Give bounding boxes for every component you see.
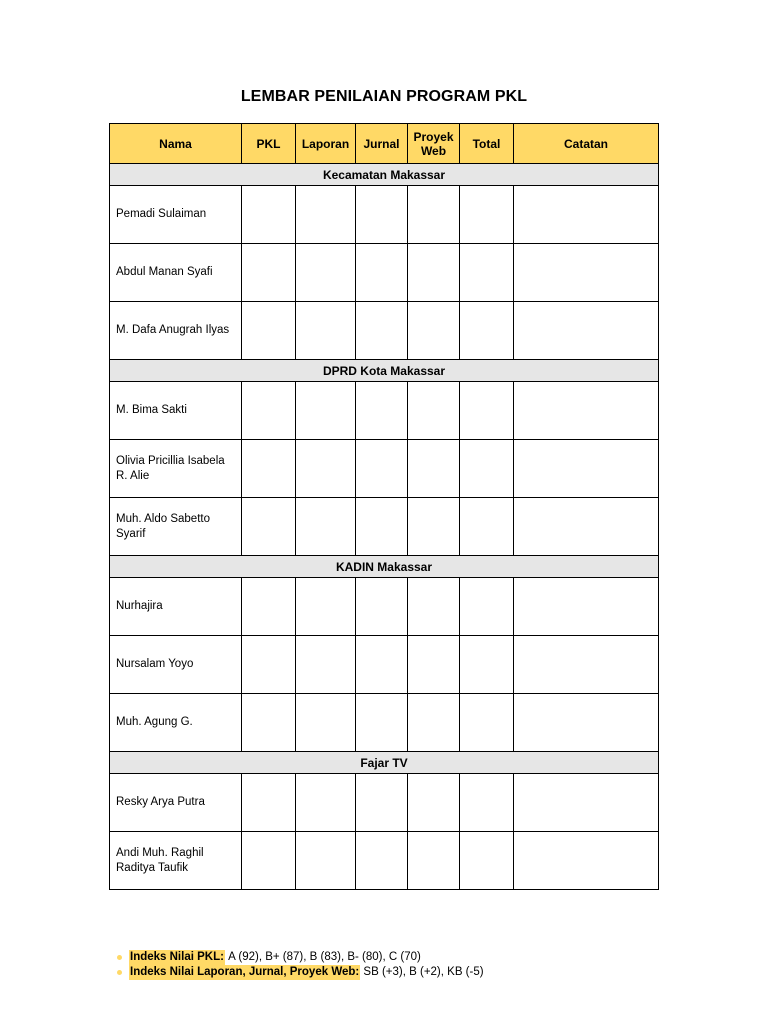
catatan-cell: [514, 244, 659, 302]
total-cell: [460, 832, 514, 890]
header-pkl: PKL: [242, 124, 296, 164]
laporan-cell: [296, 636, 356, 694]
laporan-cell: [296, 186, 356, 244]
section-title: Kecamatan Makassar: [110, 164, 659, 186]
student-name: Abdul Manan Syafi: [110, 244, 242, 302]
table-row: [110, 694, 659, 752]
header-catatan: Catatan: [514, 124, 659, 164]
catatan-cell: [514, 186, 659, 244]
jurnal-cell: [356, 832, 408, 890]
section-row: [110, 556, 659, 578]
pkl-cell: [242, 694, 296, 752]
catatan-cell: [514, 774, 659, 832]
student-name: Resky Arya Putra: [110, 774, 242, 832]
pkl-cell: [242, 186, 296, 244]
note-label: Indeks Nilai PKL:: [130, 951, 224, 963]
proyek-web-cell: [408, 498, 460, 556]
catatan-cell: [514, 832, 659, 890]
total-cell: [460, 636, 514, 694]
laporan-cell: [296, 244, 356, 302]
laporan-cell: [296, 440, 356, 498]
note-text: SB (+3), B (+2), KB (-5): [363, 966, 484, 978]
student-name: M. Bima Sakti: [110, 382, 242, 440]
bullet-icon: [117, 955, 122, 960]
total-cell: [460, 774, 514, 832]
jurnal-cell: [356, 244, 408, 302]
pkl-cell: [242, 636, 296, 694]
laporan-cell: [296, 578, 356, 636]
student-name: M. Dafa Anugrah Ilyas: [110, 302, 242, 360]
total-cell: [460, 694, 514, 752]
total-cell: [460, 498, 514, 556]
pkl-cell: [242, 440, 296, 498]
jurnal-cell: [356, 578, 408, 636]
table-row: [110, 498, 659, 556]
table-header-row: [110, 124, 659, 164]
pkl-cell: [242, 382, 296, 440]
note-item: [117, 950, 484, 965]
table-row: [110, 440, 659, 498]
jurnal-cell: [356, 694, 408, 752]
total-cell: [460, 186, 514, 244]
pkl-cell: [242, 832, 296, 890]
proyek-web-cell: [408, 244, 460, 302]
page-title: LEMBAR PENILAIAN PROGRAM PKL: [240, 88, 528, 105]
proyek-web-cell: [408, 774, 460, 832]
student-name: Nursalam Yoyo: [110, 636, 242, 694]
section-row: [110, 164, 659, 186]
catatan-cell: [514, 636, 659, 694]
total-cell: [460, 244, 514, 302]
jurnal-cell: [356, 498, 408, 556]
total-cell: [460, 578, 514, 636]
pkl-cell: [242, 578, 296, 636]
jurnal-cell: [356, 302, 408, 360]
header-total: Total: [460, 124, 514, 164]
proyek-web-cell: [408, 440, 460, 498]
student-name: Olivia Pricillia Isabela R. Alie: [110, 440, 242, 498]
pkl-cell: [242, 498, 296, 556]
catatan-cell: [514, 382, 659, 440]
student-name: Muh. Aldo Sabetto Syarif: [110, 498, 242, 556]
section-row: [110, 360, 659, 382]
pkl-cell: [242, 302, 296, 360]
proyek-web-cell: [408, 832, 460, 890]
laporan-cell: [296, 382, 356, 440]
table-row: [110, 832, 659, 890]
catatan-cell: [514, 578, 659, 636]
header-jurnal: Jurnal: [356, 124, 408, 164]
table-row: [110, 244, 659, 302]
section-title: DPRD Kota Makassar: [110, 360, 659, 382]
catatan-cell: [514, 694, 659, 752]
catatan-cell: [514, 440, 659, 498]
jurnal-cell: [356, 440, 408, 498]
pkl-cell: [242, 774, 296, 832]
header-proyek-web: Proyek Web: [408, 124, 460, 164]
jurnal-cell: [356, 382, 408, 440]
table-row: [110, 382, 659, 440]
section-title: KADIN Makassar: [110, 556, 659, 578]
pkl-cell: [242, 244, 296, 302]
note-label: Indeks Nilai Laporan, Jurnal, Proyek Web:: [130, 966, 360, 978]
assessment-table: [109, 123, 659, 890]
proyek-web-cell: [408, 578, 460, 636]
total-cell: [460, 302, 514, 360]
catatan-cell: [514, 302, 659, 360]
jurnal-cell: [356, 186, 408, 244]
bullet-icon: [117, 970, 122, 975]
section-row: [110, 752, 659, 774]
proyek-web-cell: [408, 186, 460, 244]
proyek-web-cell: [408, 636, 460, 694]
laporan-cell: [296, 498, 356, 556]
student-name: Andi Muh. Raghil Raditya Taufik: [110, 832, 242, 890]
note-item: [117, 965, 484, 980]
proyek-web-cell: [408, 382, 460, 440]
table-row: [110, 578, 659, 636]
table-row: [110, 636, 659, 694]
laporan-cell: [296, 832, 356, 890]
note-text: A (92), B+ (87), B (83), B- (80), C (70): [228, 951, 421, 963]
proyek-web-cell: [408, 302, 460, 360]
proyek-web-cell: [408, 694, 460, 752]
student-name: Nurhajira: [110, 578, 242, 636]
grading-notes: [117, 950, 484, 980]
laporan-cell: [296, 694, 356, 752]
student-name: Pemadi Sulaiman: [110, 186, 242, 244]
jurnal-cell: [356, 774, 408, 832]
table-row: [110, 186, 659, 244]
total-cell: [460, 382, 514, 440]
catatan-cell: [514, 498, 659, 556]
student-name: Muh. Agung G.: [110, 694, 242, 752]
table-row: [110, 302, 659, 360]
jurnal-cell: [356, 636, 408, 694]
total-cell: [460, 440, 514, 498]
laporan-cell: [296, 774, 356, 832]
header-nama: Nama: [110, 124, 242, 164]
header-laporan: Laporan: [296, 124, 356, 164]
table-row: [110, 774, 659, 832]
section-title: Fajar TV: [110, 752, 659, 774]
laporan-cell: [296, 302, 356, 360]
